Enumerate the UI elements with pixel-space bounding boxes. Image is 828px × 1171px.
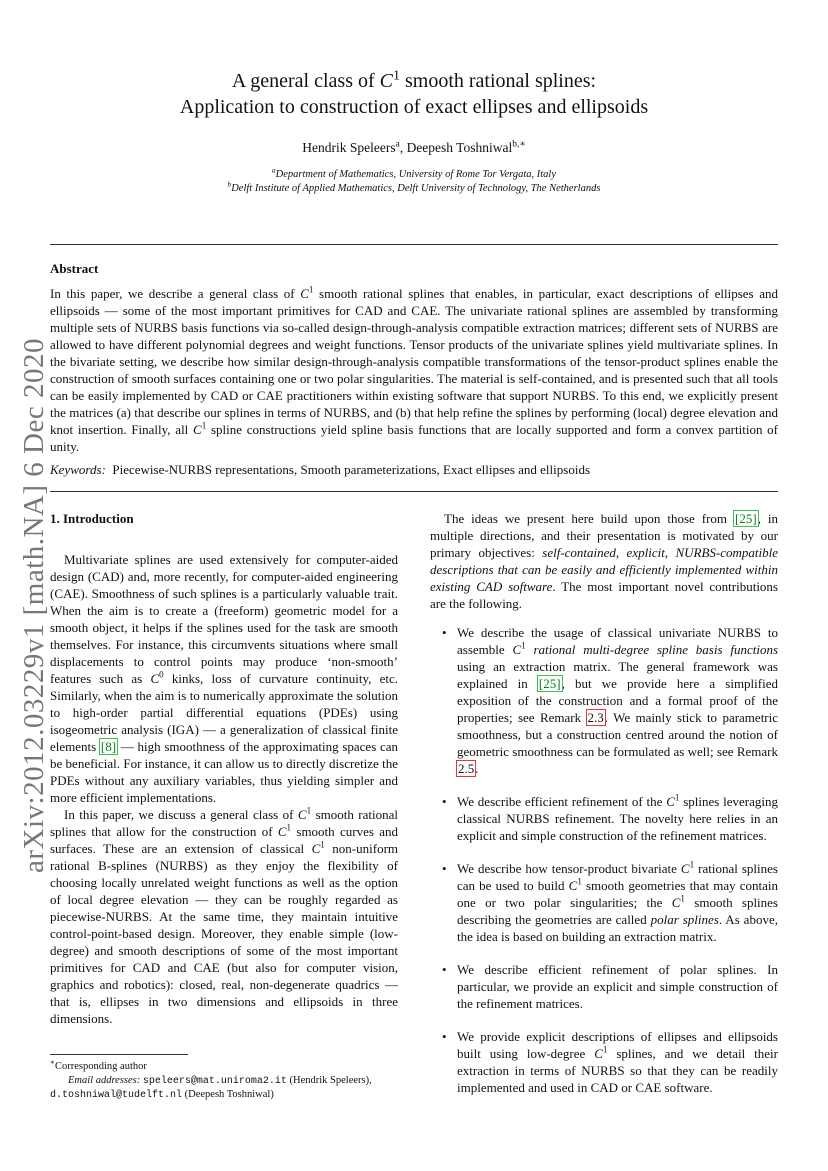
list-item: • We describe how tensor-product bivariate $C^1$ rational splines can be used to build $C^1$ smooth geometries that may contain one or two polar singularities; the $C^1$ smooth splines describing the geometries are called polar splines. As above, the idea is based on building an extraction matrix. [457, 860, 778, 945]
citation-link-25[interactable]: [25] [735, 511, 757, 526]
remark-link-2-5[interactable]: 2.5 [458, 761, 475, 776]
email-link-speleers[interactable]: speleers@mat.uniroma2.it [142, 1075, 287, 1087]
list-item: • We describe efficient refinement of polar splines. In particular, we provide an explicit and simple construction of the refinement matrices. [457, 961, 778, 1012]
list-item: • We describe the usage of classical univariate NURBS to assemble $C^1$ rational multi-degree spline basis functions using an extraction matrix. The general framework was explained in [25], but we provide here a simplified exposition of the construction and a formal proof of the properties; see Remark 2.3. We mainly stick to parametric smoothness, but a construction centred around the notion of geometric smoothness can be formulated as well; see Remark 2.5. [457, 624, 778, 777]
intro-paragraph-1: Multivariate splines are used extensively for computer-aided design (CAD) and, more recently, for computer-aided engineering (CAE). Smoothness of such splines is a particularly valuable trait. When the aim is to create a (freeform) geometric model for a smooth object, it helps if the splines used for the task are smooth themselves. For instance, this circumvents situations where small displacements to control points may produce ‘non-smooth’ features such as $C^0$ kinks, loss of curvature continuity, etc. Similarly, when the aim is to numerically approximate the solution to high-order partial differential equations (PDEs) using isogeometric analysis (IGA) — a generalization of classical finite elements [8] — high smoothness of the approximating spaces can be beneficial. For instance, it can allow us to directly discretize the PDEs without any auxiliary variables, thus yielding simpler and more efficient implementations. [50, 552, 398, 805]
affiliations: $^a$Department of Mathematics, University of Rome Tor Vergata, Italy $^b$Delft Institute of Applied Mathematics, Delft University of Technology, The Netherlands [227, 165, 601, 194]
top-divider [50, 244, 778, 245]
author-list: Hendrik Speleers$^a$, Deepesh Toshniwal$^{b,∗}$ [302, 139, 526, 155]
footnote: ∗Corresponding author Email addresses: speleers@mat.uniroma2.it (Hendrik Speleers), d.toshniwal@tudelft.nl (Deepesh Toshniwal) [50, 1057, 372, 1101]
arxiv-identifier: arXiv:2012.03229v1 [math.NA] 6 Dec 2020 [17, 337, 50, 873]
email-link-toshniwal[interactable]: d.toshniwal@tudelft.nl [50, 1090, 183, 1101]
footnote-divider [50, 1054, 188, 1055]
abstract-heading: Abstract [50, 261, 99, 276]
section-heading-introduction: 1. Introduction [50, 511, 134, 526]
left-column [50, 510, 398, 1027]
abstract-text: In this paper, we describe a general class of $C^1$ smooth rational splines that enables, in particular, exact descriptions of ellipses and ellipsoids — some of the most important primitives for CAD and CAE. The univariate rational splines are assembled by transforming multiple sets of NURBS basis functions via so-called design-through-analysis compatible extraction matrices; different sets of NURBS are allowed to have different polynomial degrees and weight functions. Tensor products of the univariate splines yield multivariate splines. In the bivariate setting, we describe how similar design-through-analysis compatible transformations of the tensor-product splines enable the construction of smooth surfaces containing one or two polar singularities. The material is self-contained, and is presented such that all tools can be easily implemented by CAD or CAE practitioners within existing software that support NURBS. To this end, we explicitly present the matrices (a) that describe our splines in terms of NURBS, and (b) that help refine the splines by performing (local) degree elevation and knot insertion. Finally, all $C^1$ spline constructions yield spline basis functions that are locally supported and form a convex partition of unity. [50, 284, 779, 454]
intro-paragraph-2: In this paper, we discuss a general class of $C^1$ smooth rational splines that allow for the construction of $C^1$ smooth curves and surfaces. These are an extension of classical $C^1$ non-uniform rational B-splines (NURBS) as they enjoy the flexibility of choosing locally unrelated weight functions as well as the option of local degree elevation — they can be roughly regarded as piecewise-NURBS. At the same time, they maintain intuitive control-point-based design. Moreover, they enable simple (low-degree) and smooth descriptions of some of the most important primitives for CAD and CAE (but also for computer vision, graphics and robotics): closed, real, non-degenerate quadrics — that is, ellipses in two dimensions and ellipsoids in three dimensions. [50, 805, 399, 1026]
right-column [430, 510, 778, 1112]
citation-link-8[interactable]: [8] [100, 739, 117, 754]
right-paragraph-1: The ideas we present here build upon those from [25], in multiple directions, and their presentation is motivated by our primary objectives: self-contained, explicit, NURBS-compatible descriptions that can be easily and efficiently implemented within existing CAD software. The most important novel contributions are the following. [430, 511, 778, 611]
list-item: • We describe efficient refinement of the $C^1$ splines leveraging classical NURBS refinement. The novelty here relies in an explicit and simple construction of the refinement matrices. [457, 793, 778, 844]
keywords: Keywords: Piecewise-NURBS representations, Smooth parameterizations, Exact ellipses and ellipsoids [50, 462, 591, 477]
list-item: • We provide explicit descriptions of ellipses and ellipsoids built using low-degree $C^1$ splines, and we detail their extraction in terms of NURBS so that they can be readily implemented and used in CAD or CAE software. [457, 1028, 778, 1096]
abstract-divider [50, 491, 778, 492]
contribution-list [430, 624, 778, 1096]
paper-title: A general class of $C^1$ smooth rational splines: Application to construction of exact ellipses and ellipsoids [179, 68, 649, 118]
citation-link-25[interactable]: [25] [538, 676, 561, 691]
remark-link-2-3[interactable]: 2.3 [587, 710, 604, 725]
